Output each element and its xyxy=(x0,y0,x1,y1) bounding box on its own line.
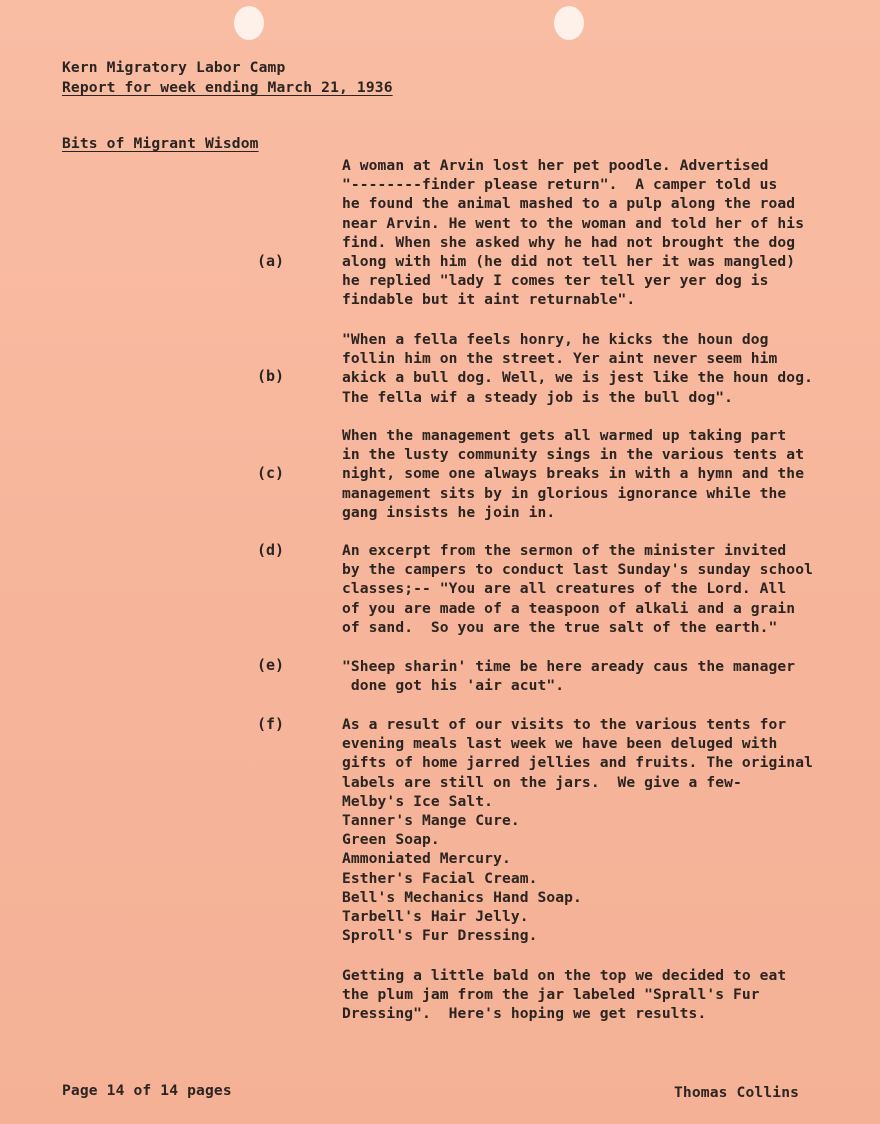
item-label-f: (f) xyxy=(257,715,285,733)
item-f-line: labels are still on the jars. We give a few- xyxy=(342,773,742,791)
item-f-line: gifts of home jarred jellies and fruits. The original xyxy=(342,754,813,772)
item-d-line: An excerpt from the sermon of the minister invited xyxy=(342,542,787,559)
item-b xyxy=(342,330,872,407)
item-label-d: (d) xyxy=(257,541,285,559)
item-d xyxy=(342,541,872,637)
item-c-line: management sits by in glorious ignorance while the xyxy=(342,484,787,502)
item-e xyxy=(342,657,872,695)
item-c-line: night, some one always breaks in with a hymn and the xyxy=(342,465,805,483)
item-label-a: (a) xyxy=(257,252,285,270)
closing-line: Dressing". Here's hoping we get results. xyxy=(342,1005,707,1023)
item-a-line: near Arvin. He went to the woman and told her of his xyxy=(342,214,805,232)
item-c-line: in the lusty community sings in the various tents at xyxy=(342,446,805,464)
item-f-line: evening meals last week we have been deluged with xyxy=(342,735,778,753)
closing-line: Getting a little bald on the top we decided to eat xyxy=(342,967,787,984)
item-label-b: (b) xyxy=(257,367,285,385)
item-d-line: classes;-- "You are all creatures of the Lord. All xyxy=(342,580,787,598)
item-d-line: of sand. So you are the true salt of the earth." xyxy=(342,618,778,636)
item-a-line: "--------finder please return". A camper told us xyxy=(342,176,778,194)
author-signature: Thomas Collins xyxy=(674,1084,800,1101)
item-b-line: "When a fella feels honry, he kicks the houn dog xyxy=(342,331,769,348)
item-label-e: (e) xyxy=(257,656,285,674)
jar-label-item: Melby's Ice Salt. xyxy=(342,792,494,810)
jar-label-item: Ammoniated Mercury. xyxy=(342,850,511,868)
item-a-line: he found the animal mashed to a pulp along the road xyxy=(342,195,796,213)
item-c-line: gang insists he join in. xyxy=(342,503,556,521)
closing-paragraph xyxy=(342,966,872,1024)
item-e-line: "Sheep sharin' time be here aready caus the manager xyxy=(342,658,796,675)
item-a-line: along with him (he did not tell her it was mangled) xyxy=(342,253,796,271)
punch-hole-right xyxy=(554,6,584,40)
jar-label-item: Esther's Facial Cream. xyxy=(342,869,538,887)
item-a-line: findable but it aint returnable". xyxy=(342,291,636,309)
section-title: Bits of Migrant Wisdom xyxy=(62,135,259,152)
item-b-line: akick a bull dog. Well, we is jest like the houn dog. xyxy=(342,369,813,387)
jar-label-item: Green Soap. xyxy=(342,831,440,849)
item-c-line: When the management gets all warmed up taking part xyxy=(342,427,787,444)
item-f-line: As a result of our visits to the various tents for xyxy=(342,716,787,733)
item-c xyxy=(342,426,872,522)
item-b-line: follin him on the street. Yer aint never seem him xyxy=(342,350,778,368)
jar-label-item: Sproll's Fur Dressing. xyxy=(342,927,538,945)
item-d-line: of you are made of a teaspoon of alkali and a grain xyxy=(342,599,796,617)
item-label-c: (c) xyxy=(257,464,285,482)
item-a xyxy=(342,156,872,310)
item-e-line: done got his 'air acut". xyxy=(342,677,565,695)
item-a-line: A woman at Arvin lost her pet poodle. Advertised xyxy=(342,157,769,174)
jar-label-item: Tarbell's Hair Jelly. xyxy=(342,908,529,926)
camp-name: Kern Migratory Labor Camp xyxy=(62,59,286,76)
report-title: Report for week ending March 21, 1936 xyxy=(62,79,393,96)
punch-hole-left xyxy=(234,6,264,40)
item-b-line: The fella wif a steady job is the bull dog". xyxy=(342,388,733,406)
page-number: Page 14 of 14 pages xyxy=(62,1082,232,1099)
jar-label-item: Tanner's Mange Cure. xyxy=(342,812,520,830)
closing-line: the plum jam from the jar labeled "Sprall's Fur xyxy=(342,986,760,1004)
item-a-line: he replied "lady I comes ter tell yer yer dog is xyxy=(342,272,769,290)
item-f xyxy=(342,715,872,945)
item-a-line: find. When she asked why he had not brought the dog xyxy=(342,233,796,251)
jar-label-item: Bell's Mechanics Hand Soap. xyxy=(342,888,582,906)
item-d-line: by the campers to conduct last Sunday's sunday school xyxy=(342,561,813,579)
